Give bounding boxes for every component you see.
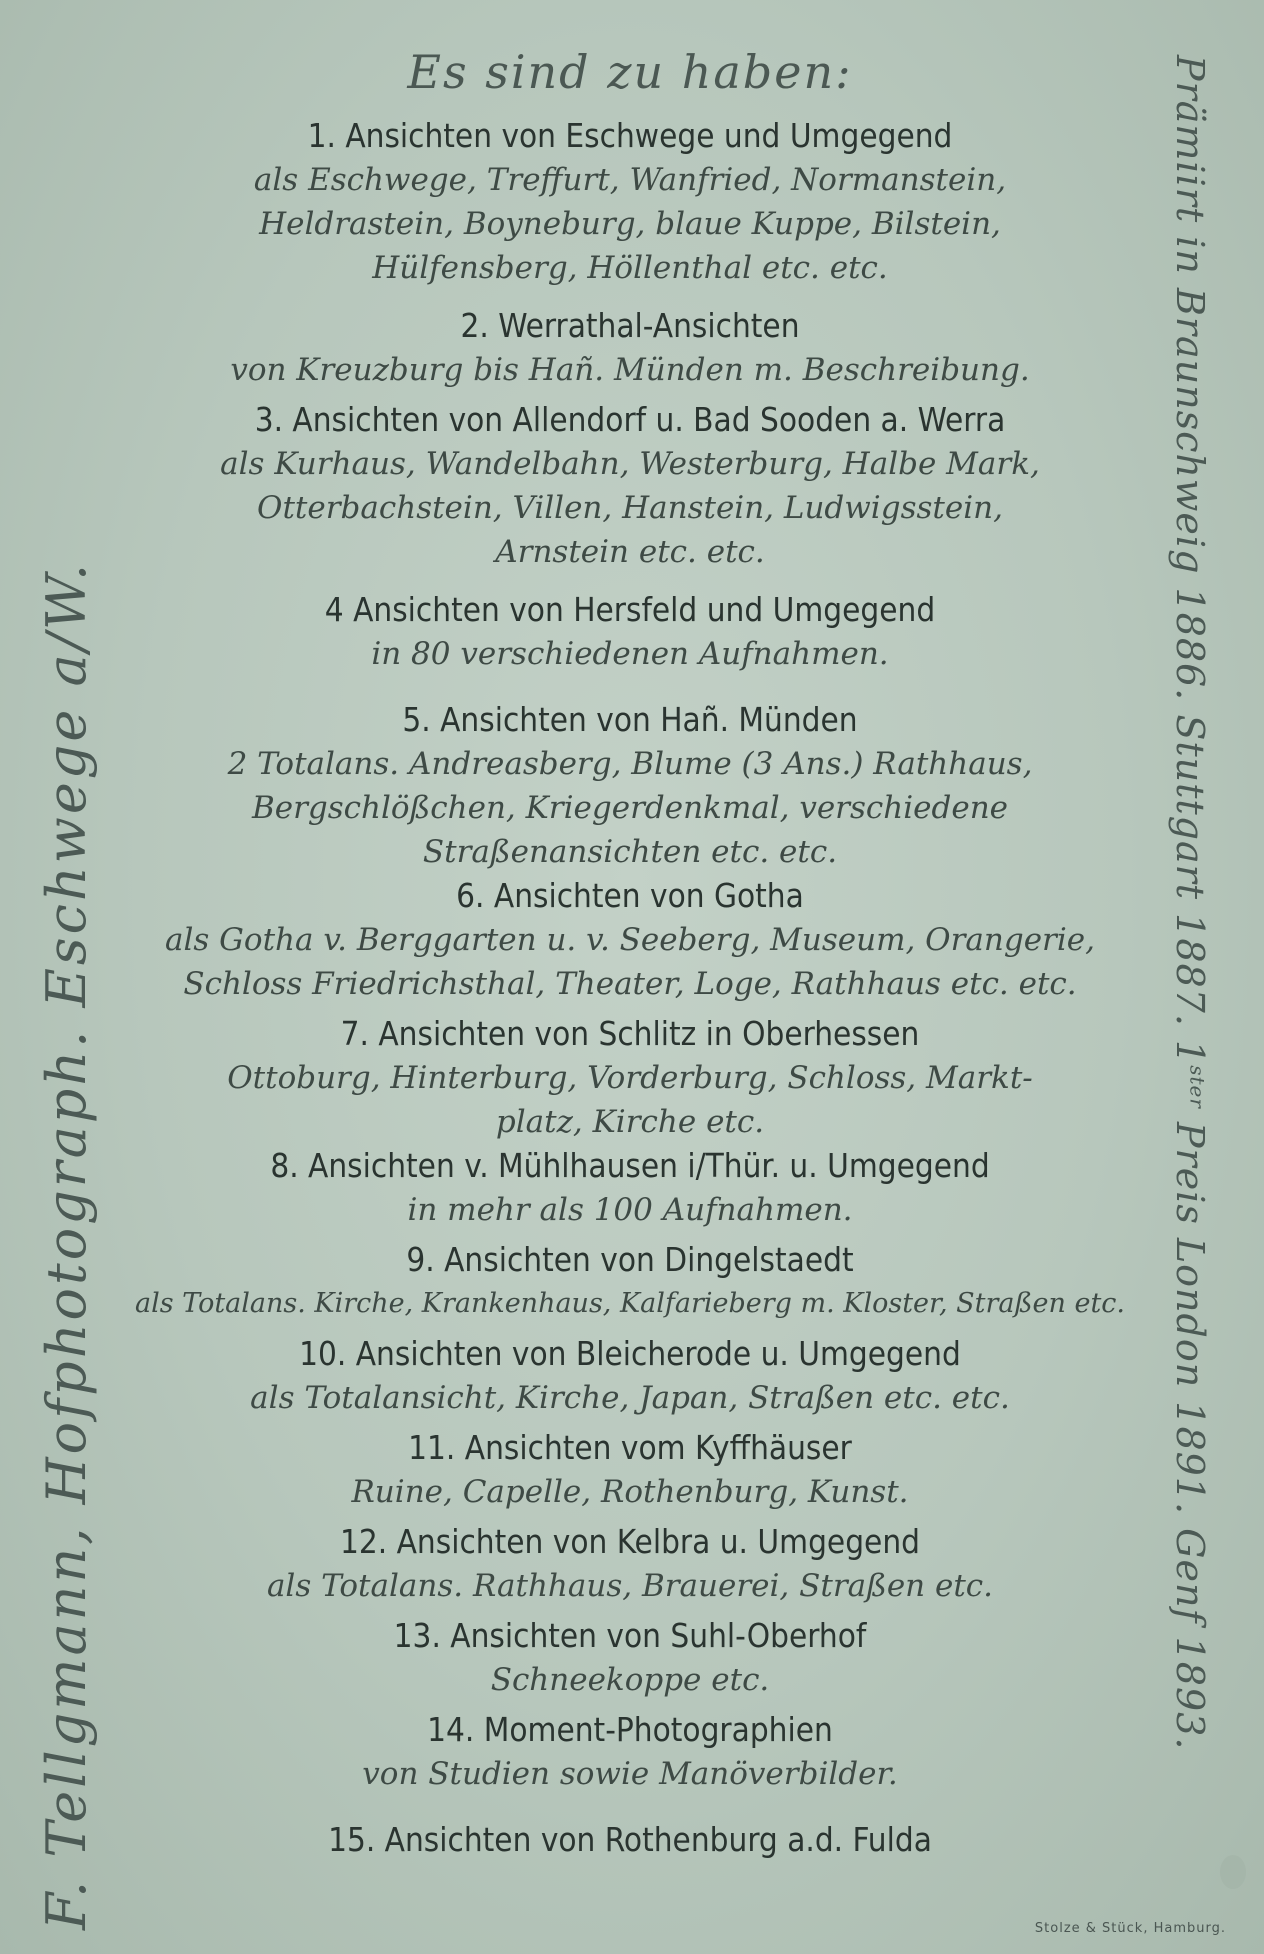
- entry-line: Ruine, Capelle, Rothenburg, Kunst.: [351, 1474, 909, 1510]
- entry-line: als Totalans. Rathhaus, Brauerei, Straßen etc.: [266, 1568, 994, 1604]
- entry-title: 14. Moment-Photographien: [427, 1710, 833, 1749]
- entry-3: [130, 398, 1130, 574]
- entry-line: als Kurhaus, Wandelbahn, Westerburg, Halbe Mark,: [220, 446, 1040, 482]
- entry-title: 3. Ansichten von Allendorf u. Bad Sooden a. Werra: [254, 400, 1006, 439]
- entry-title: 15. Ansichten von Rothenburg a.d. Fulda: [328, 1820, 932, 1859]
- entry-11: [130, 1426, 1130, 1514]
- entry-line: von Kreuzburg bis Hañ. Münden m. Beschreibung.: [230, 352, 1030, 388]
- entry-line: als Totalans. Kirche, Krankenhaus, Kalfarieberg m. Kloster, Straßen etc.: [134, 1288, 1126, 1319]
- entry-title: 2. Werrathal-Ansichten: [460, 306, 800, 345]
- entry-4: [130, 588, 1130, 676]
- entry-line: Ottoburg, Hinterburg, Vorderburg, Schloss, Markt-: [227, 1060, 1033, 1096]
- entry-title: 5. Ansichten von Hañ. Münden: [402, 700, 858, 739]
- stain-mark: [1220, 1855, 1246, 1889]
- entry-line: in mehr als 100 Aufnahmen.: [407, 1192, 853, 1228]
- entry-line: Otterbachstein, Villen, Hanstein, Ludwigsstein,: [257, 490, 1003, 526]
- entry-line: als Totalansicht, Kirche, Japan, Straßen etc. etc.: [250, 1380, 1010, 1416]
- awards-line: [1168, 55, 1212, 1750]
- entry-line: 2 Totalans. Andreasberg, Blume (3 Ans.) Rathhaus,: [227, 746, 1033, 782]
- entry-line: Arnstein etc. etc.: [495, 534, 765, 570]
- entry-line: von Studien sowie Manöverbilder.: [362, 1756, 898, 1792]
- entry-line: in 80 verschiedenen Aufnahmen.: [371, 636, 889, 672]
- entry-13: [130, 1614, 1130, 1702]
- entry-line: Schloss Friedrichsthal, Theater, Loge, Rathhaus etc. etc.: [183, 966, 1077, 1002]
- printer-imprint: Stolze & Stück, Hamburg.: [1034, 1921, 1226, 1936]
- entry-12: [130, 1520, 1130, 1608]
- entry-15: [130, 1818, 1130, 1862]
- photographer-signature: F. Tellgmann, Hofphotograph. Eschwege a/W.: [35, 560, 98, 1930]
- awards-superscript: ster: [1185, 1065, 1210, 1109]
- entry-line: platz, Kirche etc.: [495, 1104, 765, 1140]
- catalog-list: [130, 40, 1130, 1862]
- entry-title: 6. Ansichten von Gotha: [456, 876, 804, 915]
- entry-8: [130, 1144, 1130, 1232]
- entry-title: 9. Ansichten von Dingelstaedt: [406, 1240, 854, 1279]
- entry-7: [130, 1012, 1130, 1144]
- entry-line: als Gotha v. Berggarten u. v. Seeberg, Museum, Orangerie,: [165, 922, 1095, 958]
- entry-2: [130, 304, 1130, 392]
- entry-line: Straßenansichten etc. etc.: [422, 834, 838, 870]
- entry-10: [130, 1332, 1130, 1420]
- entry-title: 7. Ansichten von Schlitz in Oberhessen: [340, 1014, 920, 1053]
- entry-5: [130, 698, 1130, 874]
- entry-title: 13. Ansichten von Suhl-Oberhof: [393, 1616, 867, 1655]
- entry-1: [130, 114, 1130, 290]
- entry-line: Schneekoppe etc.: [490, 1662, 770, 1698]
- entry-line: Hülfensberg, Höllenthal etc. etc.: [372, 250, 888, 286]
- catalog-heading: Es sind zu haben:: [407, 45, 853, 99]
- entry-title: 1. Ansichten von Eschwege und Umgegend: [307, 116, 953, 155]
- entry-title: 11. Ansichten vom Kyffhäuser: [408, 1428, 852, 1467]
- entry-title: 10. Ansichten von Bleicherode u. Umgegend: [299, 1334, 961, 1373]
- entry-title: 4 Ansichten von Hersfeld und Umgegend: [324, 590, 936, 629]
- awards-text-tail: Preis London 1891. Genf 1893.: [1168, 1108, 1212, 1751]
- entry-14: [130, 1708, 1130, 1796]
- entry-line: Bergschlößchen, Kriegerdenkmal, verschiedene: [251, 790, 1009, 826]
- entry-6: [130, 874, 1130, 1006]
- entry-line: Heldrastein, Boyneburg, blaue Kuppe, Bilstein,: [259, 206, 1001, 242]
- entry-line: als Eschwege, Treffurt, Wanfried, Normanstein,: [253, 162, 1007, 198]
- entry-title: 8. Ansichten v. Mühlhausen i/Thür. u. Umgegend: [270, 1146, 990, 1185]
- awards-text: Prämiirt in Braunschweig 1886. Stuttgart 1887. 1: [1168, 55, 1212, 1066]
- entry-9: [130, 1238, 1130, 1326]
- entry-title: 12. Ansichten von Kelbra u. Umgegend: [340, 1522, 920, 1561]
